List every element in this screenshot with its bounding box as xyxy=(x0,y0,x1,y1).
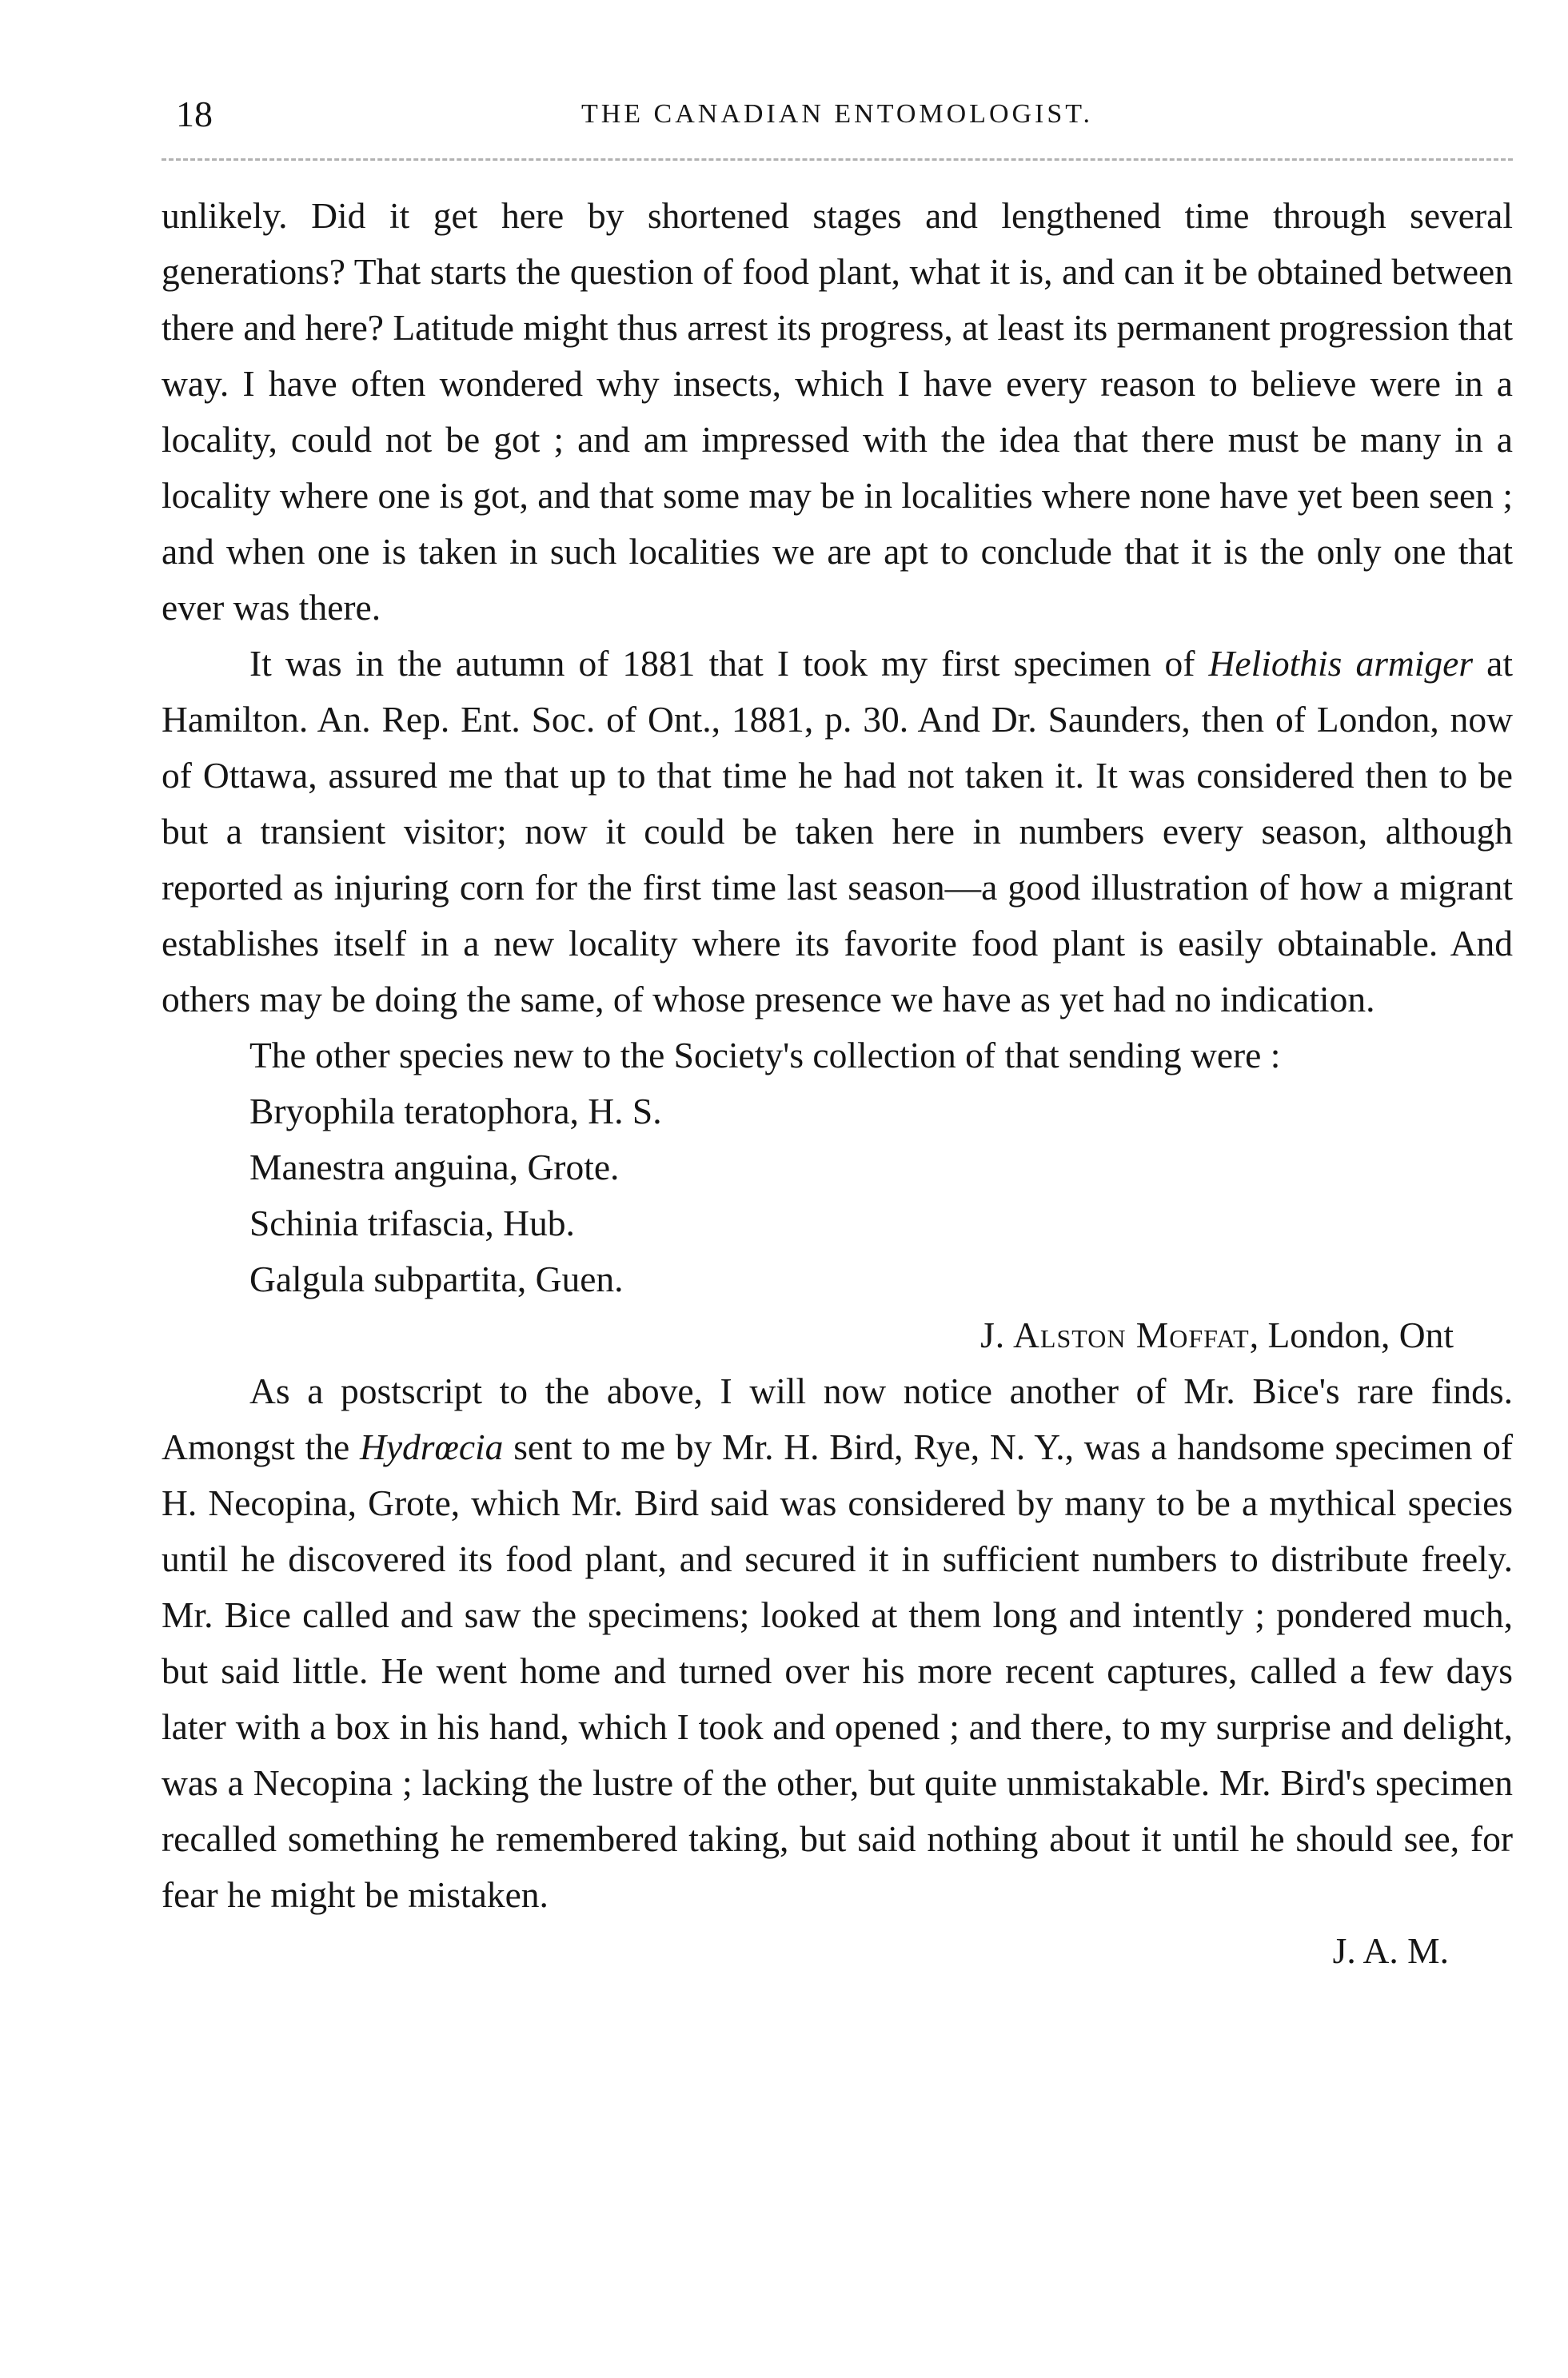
journal-page xyxy=(162,90,1513,2328)
author-name: J. Alston Moffat xyxy=(980,1315,1250,1355)
author-signature xyxy=(162,1307,1513,1363)
species-item: Galgula subpartita, Guen. xyxy=(249,1259,624,1299)
species-item: Manestra anguina, Grote. xyxy=(249,1147,620,1187)
header-rule xyxy=(162,158,1513,161)
species-item: Bryophila teratophora, H. S. xyxy=(249,1091,662,1131)
paragraph-postscript xyxy=(162,1363,1513,1923)
species-name-heliothis: Heliothis armiger xyxy=(1208,643,1474,684)
paragraph-postscript-rest: sent to me by Mr. H. Bird, Rye, N. Y., was a handsome specimen of H. Necopina, Grote, which Mr. Bird said was considered by many to be a mythical species until he discovered its food plant, and secured it in sufficient numbers to distribute freely. Mr. Bice called and saw the specimens; looked at them long and intently ; pondered much, but said little. He went home and turned over his more recent captures, called a few days later with a box in his hand, which I took and opened ; and there, to my surprise and delight, was a Necopina ; lacking the lustre of the other, but quite unmistakable. Mr. Bird's specimen recalled something he remembered taking, but said nothing about it until he should see, for fear he might be mistaken. xyxy=(162,1426,1513,1915)
paragraph-heliothis-start: It was in the autumn of 1881 that I took my first specimen of xyxy=(249,643,1209,684)
running-head: THE CANADIAN ENTOMOLOGIST. xyxy=(581,99,1094,129)
species-item: Schinia trifascia, Hub. xyxy=(249,1203,575,1243)
paragraph-heliothis xyxy=(162,636,1513,1027)
paragraph-postscript-start: As a postscript to the above, I will now notice another of Mr. Bice's rare finds. Amongst the xyxy=(162,1371,1513,1467)
article-body xyxy=(162,188,1513,1979)
species-list xyxy=(162,1083,1513,1307)
paragraph-unlikely: unlikely. Did it get here by shortened stages and lengthened time through several generations? That starts the question of food plant, what it is, and can it be obtained between there and here? Latitude might thus arrest its progress, at least its permanent progression that way. I have often wondered why insects, which I have every reason to believe were in a locality, could not be got ; and am impressed with the idea that there must be many in a locality where one is got, and that some may be in localities where none have yet been seen ; and when one is taken in such localities we are apt to conclude that it is the only one that ever was there. xyxy=(162,195,1513,628)
paragraph-heliothis-rest: at Hamilton. An. Rep. Ent. Soc. of Ont., 1881, p. 30. And Dr. Saunders, then of London, now of Ottawa, assured me that up to that time he had not taken it. It was considered then to be but a transient visitor; now it could be taken here in numbers every season, although reported as injuring corn for the first time last season—a good illustration of how a migrant establishes itself in a new locality where its favorite food plant is easily obtainable. And others may be doing the same, of whose presence we have as yet had no indication. xyxy=(162,643,1514,1019)
paragraph-other-species: The other species new to the Society's collection of that sending were : xyxy=(249,1035,1281,1075)
page-number: 18 xyxy=(176,94,213,134)
page-header xyxy=(162,90,1513,158)
author-place: , London, Ont xyxy=(1249,1315,1454,1355)
closing-initials: J. A. M. xyxy=(1332,1930,1449,1971)
genus-name-hydroecia: Hydrœcia xyxy=(359,1426,504,1467)
